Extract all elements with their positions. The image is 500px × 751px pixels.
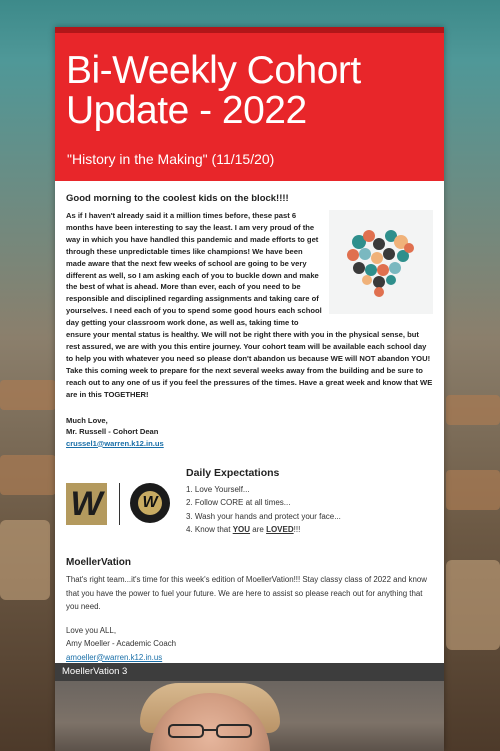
moellervation-signer: Amy Moeller - Academic Coach	[66, 639, 177, 648]
moellervation-signature	[66, 624, 433, 665]
newsletter-subtitle: "History in the Making" (11/15/20)	[67, 151, 275, 167]
intro-signature	[66, 415, 433, 450]
daily-expectations-title: Daily Expectations	[186, 467, 280, 479]
glasses-icon	[165, 723, 255, 739]
video-title: MoellerVation 3	[62, 666, 128, 677]
heart-of-people-image	[329, 210, 433, 314]
expectation-item: 3. Wash your hands and protect your face...	[186, 511, 341, 521]
newsletter-card	[55, 27, 444, 751]
moellervation-section	[55, 557, 444, 664]
video-player[interactable]	[55, 681, 444, 751]
intro-body-text: As if I haven't already said it a million times before, these past 6 months have been interesting to say the least. I am very proud of the way in which you have handled this pandemic and made efforts to get through these unpredictable times like champions! We have been made aware that the next few weeks of school are going to be very different as well, so I am asking each of you to buckle down and make the best of what is ahead. More than ever, each of you need to be responsible and disciplined regarding assignments and taking care of yourselves. I need each of you to spend some good hours each school day getting your classroom work done, as well as, taking time to ensure your mental status is healthy. We will not be right there with you in the physical sense, but rest assured, we are with you this entire journey. Your cohort team will be available each school day to help you with whatever you need so please don't abandon us because WE will NOT abandon YOU! Take this coming week to prepare for the next several weeks away from the building and be sure to reach out to any one of us if you feel the pressures of the times. Have a great week and know that WE are in this TOGETHER!	[66, 211, 433, 399]
newsletter-header	[55, 27, 444, 181]
moellervation-body: That's right team...it's time for this week's edition of MoellerVation!!! Stay classy class of 2022 and know that you have the power to fuel your future. We are here to assist so please reach out for anything that you need.	[66, 575, 427, 611]
expectation-item: 4. Know that YOU are LOVED!!!	[186, 525, 301, 535]
moellervation-title: MoellerVation	[66, 557, 132, 568]
moellervation-closing: Love you ALL,	[66, 625, 117, 635]
warren-w-logo: W	[66, 483, 107, 525]
newsletter-title: Bi-Weekly Cohort Update - 2022	[66, 49, 361, 132]
intro-signoff: Much Love,	[66, 415, 108, 425]
intro-signer: Mr. Russell - Cohort Dean	[66, 427, 159, 436]
intro-body	[66, 210, 433, 401]
daily-expectations-list	[186, 483, 341, 537]
intro-section	[55, 193, 444, 449]
heart-of-people-icon	[329, 210, 433, 314]
video-title-bar[interactable]	[55, 663, 444, 681]
expectation-item: 2. Follow CORE at all times...	[186, 498, 291, 508]
intro-greeting: Good morning to the coolest kids on the block!!!!	[66, 193, 289, 204]
logo-divider	[119, 483, 120, 525]
expectation-item: 1. Love Yourself...	[186, 485, 250, 494]
daily-expectations-section	[55, 463, 444, 549]
moellervation-email-link[interactable]: amoeller@warren.k12.in.us	[66, 652, 163, 662]
warren-central-seal	[130, 483, 170, 523]
seal-w-letter: W	[138, 491, 162, 515]
intro-email-link[interactable]: crussel1@warren.k12.in.us	[66, 438, 164, 448]
